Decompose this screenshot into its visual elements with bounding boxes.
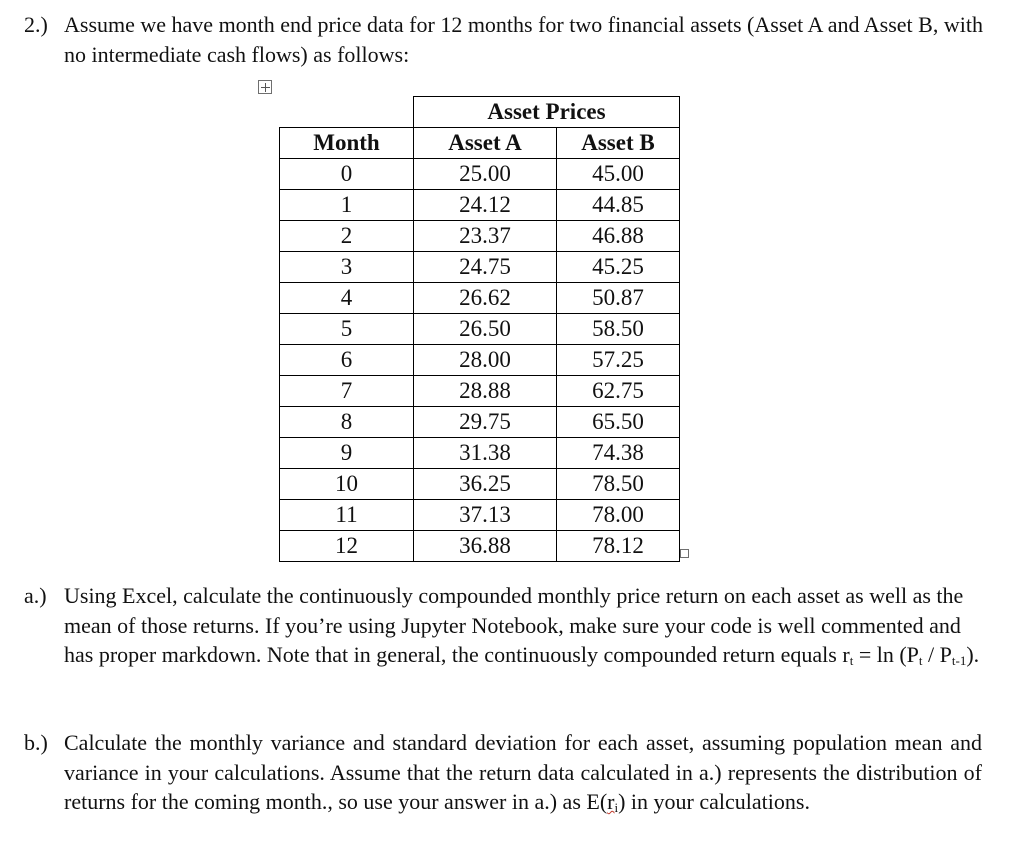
table-row xyxy=(280,190,680,221)
cell-month[interactable]: 11 xyxy=(280,500,414,531)
cell-asset-b[interactable]: 57.25 xyxy=(557,345,680,376)
cell-month[interactable]: 9 xyxy=(280,438,414,469)
cell-month[interactable]: 12 xyxy=(280,531,414,562)
table-row xyxy=(280,345,680,376)
cell-asset-a[interactable]: 37.13 xyxy=(414,500,557,531)
cell-asset-a[interactable]: 36.88 xyxy=(414,531,557,562)
expect-close: ) in your calculations. xyxy=(618,789,810,814)
formula-div: / P xyxy=(922,642,952,667)
cell-asset-a[interactable]: 36.25 xyxy=(414,469,557,500)
cell-asset-b[interactable]: 45.25 xyxy=(557,252,680,283)
table-row xyxy=(280,407,680,438)
formula-end: ). xyxy=(966,642,980,667)
part-b xyxy=(0,728,1000,817)
cell-asset-a[interactable]: 26.50 xyxy=(414,314,557,345)
group-header: Asset Prices xyxy=(414,97,680,128)
formula-r: r xyxy=(842,642,850,667)
table-move-handle-icon[interactable] xyxy=(258,80,272,94)
table-row xyxy=(280,159,680,190)
cell-asset-a[interactable]: 28.88 xyxy=(414,376,557,407)
cell-asset-a[interactable]: 31.38 xyxy=(414,438,557,469)
cell-month[interactable]: 0 xyxy=(280,159,414,190)
question-text: Assume we have month end price data for 12 months for two financial assets (Asset A and Asset B, with no intermediate cash flows) as follows: xyxy=(64,12,983,67)
cell-month[interactable]: 4 xyxy=(280,283,414,314)
cell-asset-a[interactable]: 23.37 xyxy=(414,221,557,252)
cell-asset-b[interactable]: 62.75 xyxy=(557,376,680,407)
cell-asset-b[interactable]: 45.00 xyxy=(557,159,680,190)
cell-month[interactable]: 10 xyxy=(280,469,414,500)
cell-month[interactable]: 7 xyxy=(280,376,414,407)
formula-p1-sub: t xyxy=(918,653,923,668)
table-row xyxy=(280,531,680,562)
table-row xyxy=(280,283,680,314)
table-resize-handle-icon[interactable] xyxy=(680,549,689,558)
formula-eq: = ln (P xyxy=(853,642,919,667)
cell-month[interactable]: 8 xyxy=(280,407,414,438)
cell-month[interactable]: 2 xyxy=(280,221,414,252)
header-month: Month xyxy=(280,128,414,159)
asset-prices-table xyxy=(279,96,680,562)
header-asset-b: Asset B xyxy=(557,128,680,159)
table-row xyxy=(280,438,680,469)
table-row xyxy=(280,221,680,252)
cell-asset-b[interactable]: 74.38 xyxy=(557,438,680,469)
cell-asset-a[interactable]: 29.75 xyxy=(414,407,557,438)
cell-asset-a[interactable]: 24.75 xyxy=(414,252,557,283)
cell-asset-b[interactable]: 78.12 xyxy=(557,531,680,562)
cell-asset-b[interactable]: 78.50 xyxy=(557,469,680,500)
part-b-text xyxy=(64,728,982,817)
cell-asset-b[interactable]: 58.50 xyxy=(557,314,680,345)
header-asset-a: Asset A xyxy=(414,128,557,159)
part-b-body: Calculate the monthly variance and standard deviation for each asset, assuming population mean and variance in your calculations. Assume that the return data calculated in a.) represents the distribution of returns for the coming month., so use your answer in a.) as xyxy=(64,730,982,814)
part-a-body: Using Excel, calculate the continuously compounded monthly price return on each asset as well as the mean of those returns. If you’re using Jupyter Notebook, make sure your code is well commented and has proper markdown. Note that in general, the continuously compounded return equals xyxy=(64,583,964,667)
part-b-label: b.) xyxy=(24,730,48,755)
expect-sub: i xyxy=(614,800,619,815)
part-a-label: a.) xyxy=(24,583,47,608)
cell-asset-a[interactable]: 24.12 xyxy=(414,190,557,221)
part-a xyxy=(0,581,1000,670)
table-header-row xyxy=(280,128,680,159)
table-row xyxy=(280,252,680,283)
expect-ri xyxy=(607,789,618,814)
formula-p2-sub: t-1 xyxy=(951,653,967,668)
formula-r-sub: t xyxy=(849,653,854,668)
cell-asset-a[interactable]: 28.00 xyxy=(414,345,557,376)
table-row xyxy=(280,469,680,500)
cell-asset-b[interactable]: 50.87 xyxy=(557,283,680,314)
cell-month[interactable]: 1 xyxy=(280,190,414,221)
expect-r: r xyxy=(607,789,615,814)
expect-open: E( xyxy=(586,789,608,814)
cell-asset-b[interactable]: 65.50 xyxy=(557,407,680,438)
cell-month[interactable]: 6 xyxy=(280,345,414,376)
cell-asset-b[interactable]: 46.88 xyxy=(557,221,680,252)
cell-month[interactable]: 3 xyxy=(280,252,414,283)
cell-asset-a[interactable]: 25.00 xyxy=(414,159,557,190)
table-row xyxy=(280,314,680,345)
cell-asset-b[interactable]: 78.00 xyxy=(557,500,680,531)
table-group-header-row xyxy=(280,97,680,128)
cell-asset-a[interactable]: 26.62 xyxy=(414,283,557,314)
question-2 xyxy=(0,10,1000,69)
table-row xyxy=(280,500,680,531)
part-a-text xyxy=(64,581,982,670)
table-row xyxy=(280,376,680,407)
question-number: 2.) xyxy=(24,12,48,37)
cell-asset-b[interactable]: 44.85 xyxy=(557,190,680,221)
cell-month[interactable]: 5 xyxy=(280,314,414,345)
